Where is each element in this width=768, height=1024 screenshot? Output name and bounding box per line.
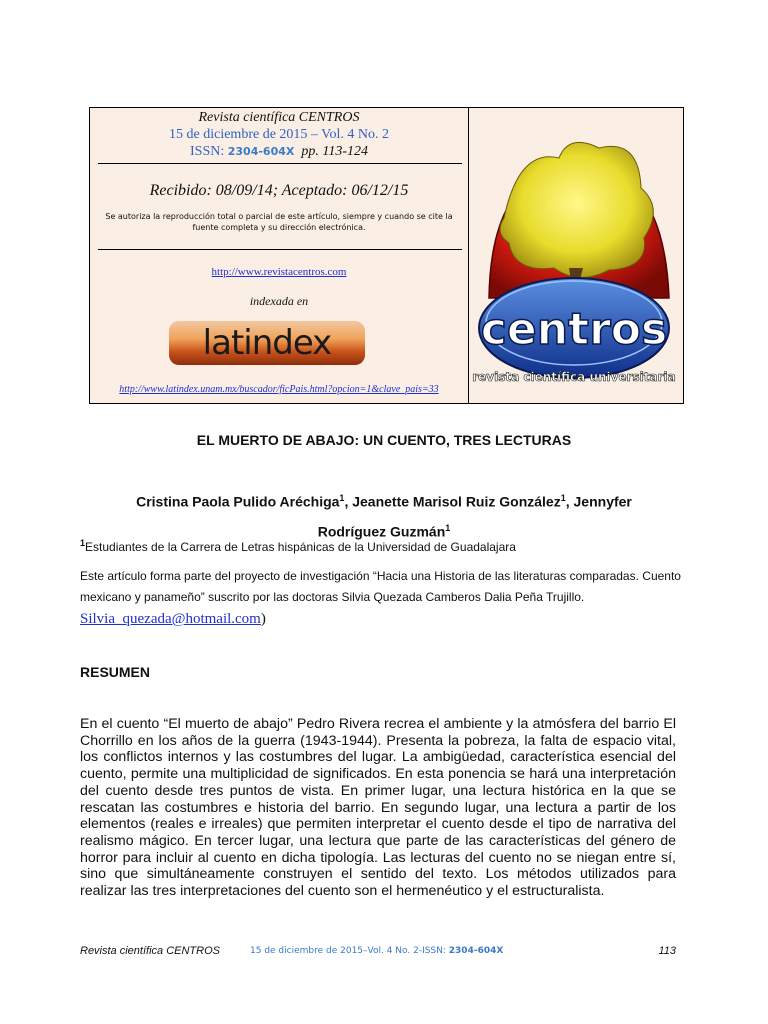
journal-name: Revista científica CENTROS	[198, 110, 360, 125]
author-3-last: Rodríguez Guzmán	[317, 523, 446, 540]
journal-header-box	[89, 107, 684, 404]
email-link[interactable]: Silvia_quezada@hotmail.com	[80, 611, 261, 627]
page-range: pp. 113-124	[301, 144, 368, 159]
website-link[interactable]: http://www.revistacentros.com	[211, 266, 347, 278]
centros-logo-graphic	[469, 108, 683, 403]
email-close-paren: )	[260, 611, 266, 627]
indexed-in-label: indexada en	[249, 294, 309, 308]
received-accepted: Recibido: 08/09/14; Aceptado: 06/12/15	[149, 182, 409, 199]
affiliation-text: Estudiantes de la Carrera de Letras hispánicas de la Universidad de Guadalajara	[85, 540, 516, 554]
affiliation	[80, 538, 516, 554]
website-link-wrap	[90, 266, 468, 278]
abstract-text: En el cuento “El muerto de abajo” Pedro Rivera recrea el ambiente y la atmósfera del barrio El Chorrillo en los años de la guerra (1943-1944). Presenta la pobreza, la falta de espacio vital, los conflictos internos y las costumbres del lugar. La ambigüedad, característica esencial del cuento, permite una multiplicidad de significados. En esta ponencia se hará una interpretación del cuento desde tres puntos de vista. En primer lugar, una lectura histórica en la que se rescatan las costumbres e historia del barrio. En segundo lugar, una lectura a partir de los elementos (reales e irreales) que permiten interpretar el cuento desde el tipo de narrativa del realismo mágico. En tercer lugar, una lectura que parte de las características del género de horror para incluir al cuento en dicha tipología. Las lecturas del cuento no se niegan entre sí, sino que simultáneamente construyen el sentido del texto. Los métodos utilizados para realizar las tres interpretaciones del cuento son el hermenéutico y el estructuralista.	[80, 716, 676, 900]
footer-journal: Revista científica CENTROS	[80, 945, 220, 957]
latindex-link-wrap	[90, 384, 468, 395]
divider	[98, 249, 462, 250]
article-title: EL MUERTO DE ABAJO: UN CUENTO, TRES LECTURAS	[196, 432, 572, 448]
author-3-sup: 1	[445, 522, 451, 533]
abstract-heading: RESUMEN	[80, 664, 151, 680]
author-3-first: , Jennyfer	[565, 493, 632, 510]
author-1: Cristina Paola Pulido Aréchiga	[136, 493, 340, 510]
issn-label: ISSN:	[190, 144, 228, 159]
latindex-link[interactable]: http://www.latindex.unam.mx/buscador/ficPais.html?opcion=1&clave_pais=33	[119, 384, 439, 395]
author-2-sup: 1	[560, 493, 566, 503]
project-note: Este artículo forma parte del proyecto de investigación “Hacia una Historia de las literaturas comparadas. Cuento mexicano y panameño” suscrito por las doctoras Silvia Quezada Camberos Dalia Peña Trujillo.	[80, 569, 681, 604]
centros-logo-text: centros	[480, 304, 668, 355]
issn-number: 2304-604X	[227, 145, 295, 158]
affiliation-sup: 1	[80, 538, 86, 548]
divider	[98, 163, 462, 164]
journal-info-panel	[90, 108, 469, 403]
email-line	[80, 611, 266, 628]
license-note: Se autoriza la reproducción total o parcial de este artículo, siempre y cuando se cite la fuente completa y su dirección electrónica.	[105, 212, 453, 232]
centros-logo	[469, 108, 683, 403]
footer-info-text: 15 de diciembre de 2015–Vol. 4 No. 2-ISSN:	[250, 946, 449, 956]
latindex-logo-text: latindex	[202, 323, 332, 363]
author-2: , Jeanette Marisol Ruiz González	[344, 493, 561, 510]
page-number: 113	[658, 945, 676, 957]
centros-tagline: revista científica universitaria	[472, 370, 676, 384]
latindex-logo[interactable]	[169, 321, 365, 365]
authors	[90, 485, 678, 544]
footer-info	[250, 946, 503, 956]
issn-line	[90, 144, 468, 160]
footer-issn: 2304-604X	[448, 946, 504, 956]
journal-date-volume: 15 de diciembre de 2015 – Vol. 4 No. 2	[169, 127, 389, 142]
authors-line-1	[90, 485, 678, 515]
author-1-sup: 1	[339, 493, 345, 503]
